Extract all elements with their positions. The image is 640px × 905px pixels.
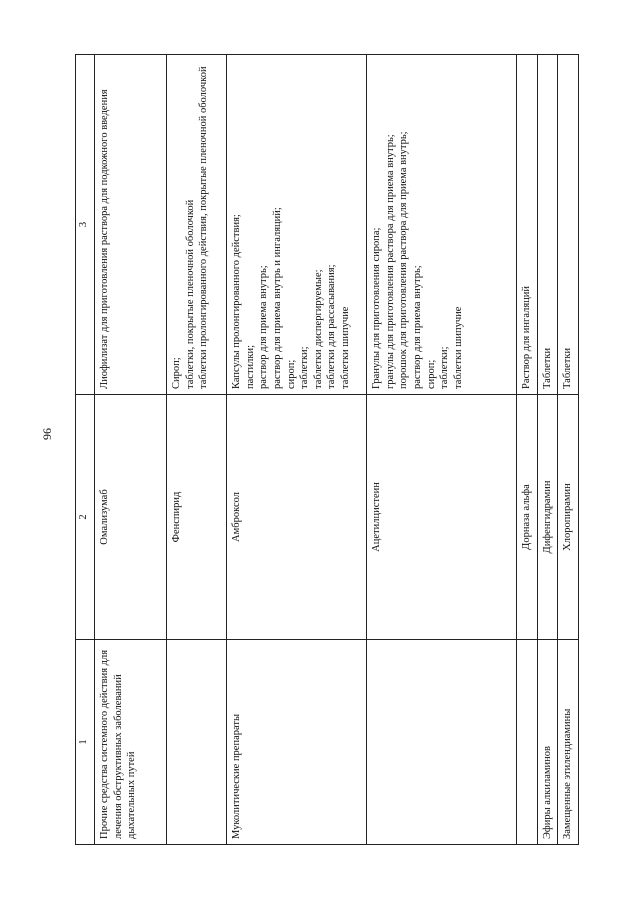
table-row <box>558 55 579 845</box>
form-item: таблетки; <box>439 346 451 389</box>
drug-cell: Хлоропирамин <box>558 395 579 640</box>
form-item: раствор для приема внутрь; <box>258 265 270 389</box>
drug-cell: Ацетилцистеин <box>367 395 517 640</box>
form-item: таблетки диспергируемые; <box>312 269 324 389</box>
form-item: Сироп; <box>171 357 182 389</box>
drug-cell: Дорназа альфа <box>517 395 538 640</box>
header-col-1: 1 <box>76 640 95 845</box>
form-item: гранулы для приготовления раствора для приема внутрь; <box>384 134 396 389</box>
table-row <box>167 55 227 845</box>
form-item: Таблетки <box>562 347 574 389</box>
group-cell: Замещенные этилендиамины <box>558 640 579 845</box>
form-item: Таблетки <box>541 347 553 389</box>
form-item: таблетки, покрытые пленочной оболочкой <box>184 199 196 389</box>
forms-cell <box>95 55 167 395</box>
form-item: раствор для приема внутрь и ингаляций; <box>271 207 283 389</box>
header-col-3: 3 <box>76 55 95 395</box>
form-item: пастилки; <box>244 344 256 389</box>
form-item: Капсулы пролонгированного действия; <box>231 214 242 389</box>
group-cell <box>517 640 538 845</box>
group-cell: Прочие средства системного действия для лечения обструктивных заболеваний дыхательных путей <box>95 640 167 845</box>
form-item: порошок для приготовления раствора для приема внутрь; <box>398 131 410 389</box>
header-col-2: 2 <box>76 395 95 640</box>
form-item: раствор для приема внутрь; <box>411 265 423 389</box>
forms-cell <box>167 55 227 395</box>
drug-cell: Дифенгидрамин <box>537 395 558 640</box>
group-cell <box>367 640 517 845</box>
form-item: Лиофилизат для приготовления раствора для подкожного введения <box>99 89 110 389</box>
form-item: сироп; <box>425 359 437 389</box>
page-number: 96 <box>40 428 54 440</box>
drug-cell: Омализумаб <box>95 395 167 640</box>
form-item: таблетки шипучие <box>340 306 352 389</box>
forms-cell <box>558 55 579 395</box>
forms-cell <box>517 55 538 395</box>
form-item: таблетки; <box>299 346 311 389</box>
forms-cell <box>367 55 517 395</box>
form-item: сироп; <box>285 359 297 389</box>
table-row <box>537 55 558 845</box>
form-item: таблетки пролонгированного действия, покрытые пленочной оболочкой <box>198 66 210 389</box>
drug-cell: Фенспирид <box>167 395 227 640</box>
table-row <box>367 55 517 845</box>
drug-table <box>75 54 579 845</box>
form-item: Раствор для ингаляций <box>521 285 532 389</box>
group-cell <box>167 640 227 845</box>
group-cell: Эфиры алкиламинов <box>537 640 558 845</box>
table-row <box>517 55 538 845</box>
form-item: таблетки для рассасывания; <box>326 264 338 389</box>
header-row <box>76 55 95 845</box>
drug-cell: Амброксол <box>227 395 367 640</box>
forms-cell <box>537 55 558 395</box>
rotated-table-container <box>75 55 574 845</box>
forms-cell <box>227 55 367 395</box>
table-row <box>95 55 167 845</box>
form-item: таблетки шипучие <box>452 306 464 389</box>
form-item: Гранулы для приготовления сиропа; <box>371 227 382 389</box>
group-cell: Муколитические препараты <box>227 640 367 845</box>
table-row <box>227 55 367 845</box>
